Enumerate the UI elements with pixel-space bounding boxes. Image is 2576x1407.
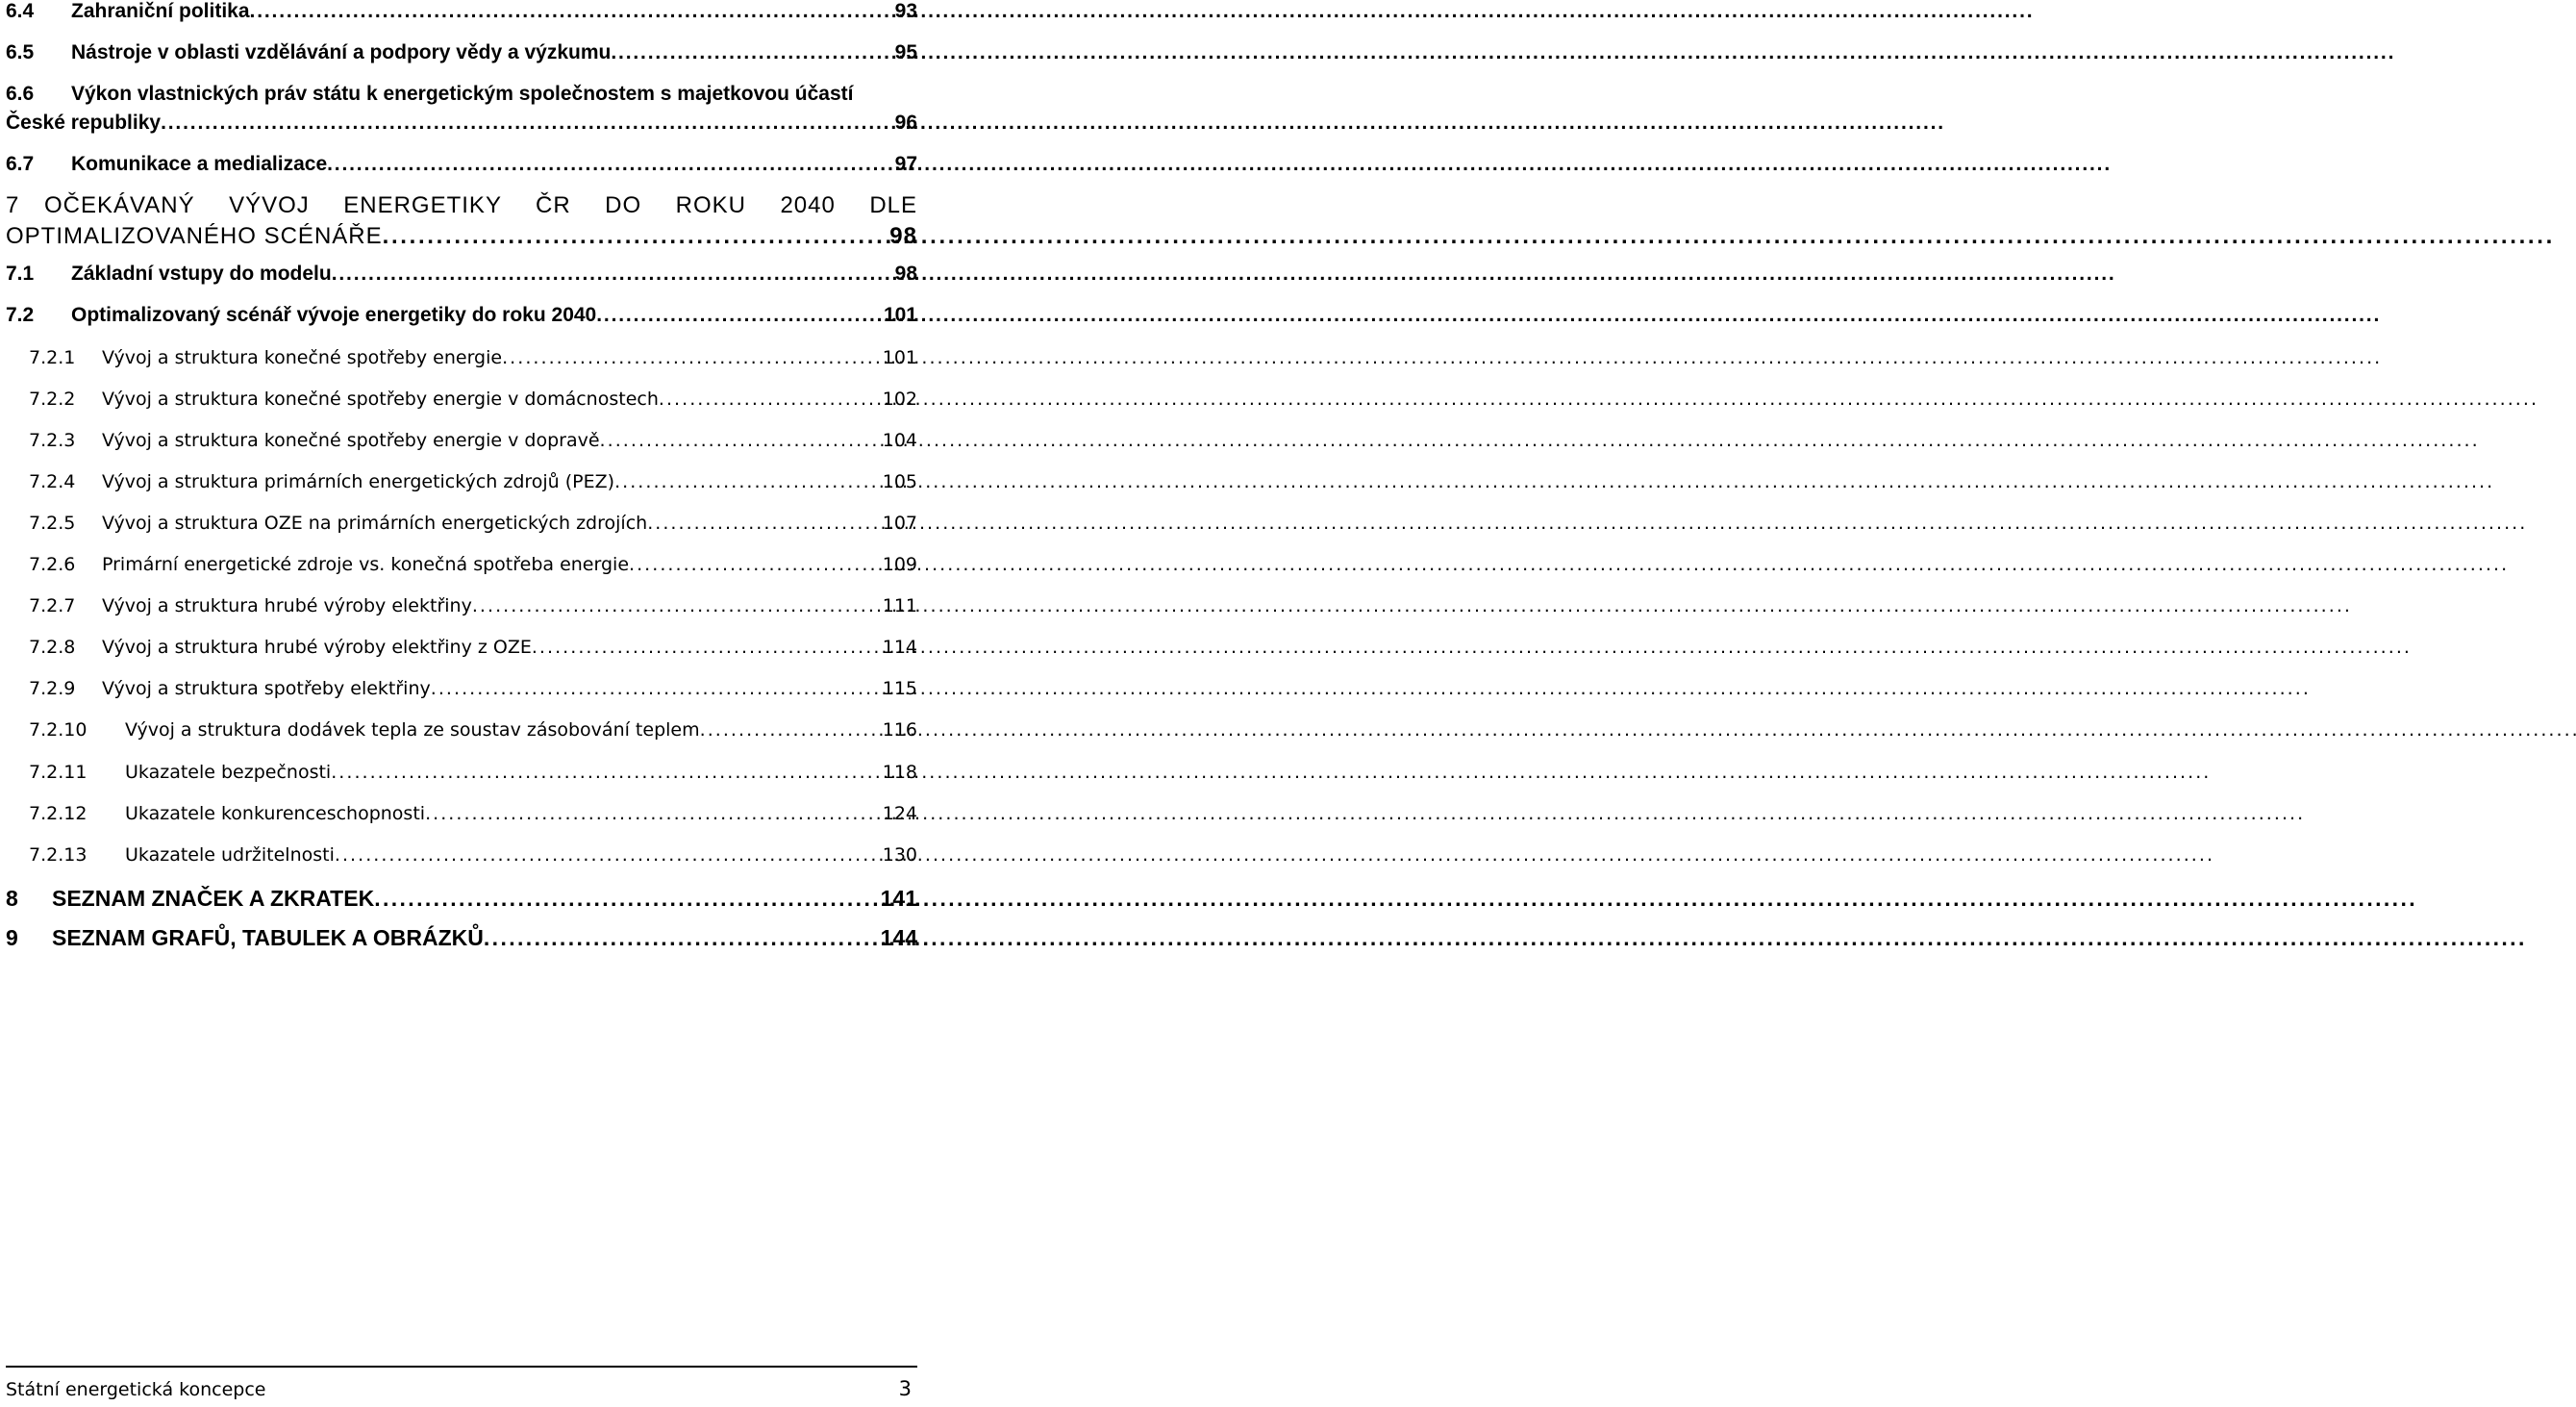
toc-entry-7-2-4[interactable] (29, 471, 917, 492)
toc-entry-6-6[interactable] (6, 83, 917, 106)
toc-page-number: 109 (882, 554, 917, 575)
toc-number: 6.6 (6, 83, 35, 105)
toc-entry-7-2[interactable] (6, 304, 917, 327)
toc-number: 7.2.11 (29, 762, 88, 783)
toc-entry-7-2-2[interactable] (29, 389, 917, 410)
toc-title: Komunikace a medializace (71, 153, 328, 175)
toc-page-number: 98 (889, 223, 917, 249)
toc-number: 7.2.9 (29, 678, 76, 699)
toc-title-line2: OPTIMALIZOVANÉHO SCÉNÁŘE (6, 223, 383, 249)
toc-page-number: 144 (880, 925, 917, 950)
toc-title: SEZNAM GRAFŮ, TABULEK A OBRÁZKŮ (52, 925, 484, 950)
toc-leader (332, 263, 895, 286)
toc-page-number: 104 (882, 430, 917, 451)
toc-number: 7.2.8 (29, 637, 76, 658)
toc-entry-7-2-7[interactable] (29, 595, 917, 616)
toc-entry-7-2-1[interactable] (29, 347, 917, 368)
toc-leader (502, 347, 883, 368)
toc-leader (250, 0, 895, 23)
toc-title: Ukazatele konkurenceschopnosti (125, 803, 426, 824)
toc-page-number: 115 (882, 678, 917, 699)
toc-number: 8 (6, 886, 18, 911)
toc-entry-7-2-11[interactable] (29, 762, 917, 783)
toc-title: Vývoj a struktura primárních energetických zdrojů (PEZ) (102, 471, 615, 492)
toc-page-number: 111 (882, 595, 917, 616)
footer-document-title: Státní energetická koncepce (6, 1379, 266, 1400)
toc-number: 7.2.1 (29, 347, 76, 368)
toc-number: 7.2.7 (29, 595, 76, 616)
toc-title: Vývoj a struktura hrubé výroby elektřiny (102, 595, 472, 616)
toc-page (0, 0, 923, 1407)
toc-leader (600, 430, 883, 451)
toc-number: 7.2.6 (29, 554, 76, 575)
toc-entry-7-2-9[interactable] (29, 678, 917, 699)
toc-page-number: 141 (880, 886, 917, 911)
toc-leader (383, 223, 890, 250)
toc-chapter-7[interactable] (6, 192, 917, 250)
toc-leader (647, 513, 883, 534)
toc-page-number: 96 (894, 112, 917, 134)
footer-divider (6, 1366, 917, 1368)
toc-number: 7.2.3 (29, 430, 76, 451)
toc-entry-6-4[interactable] (6, 0, 917, 23)
toc-entry-7-2-6[interactable] (29, 554, 917, 575)
toc-title-line1: Výkon vlastnických práv státu k energetickým společnostem s majetkovou účastí (71, 83, 854, 105)
toc-chapter-8[interactable] (6, 886, 917, 912)
toc-leader (611, 41, 894, 64)
toc-entry-6-6-cont[interactable] (6, 112, 917, 135)
toc-chapter-line2 (6, 223, 917, 250)
toc-page-number: 101 (883, 304, 917, 326)
toc-title: Základní vstupy do modelu (71, 263, 332, 285)
toc-title: Vývoj a struktura konečné spotřeby energie v domácnostech (102, 389, 659, 410)
toc-entry-7-2-3[interactable] (29, 430, 917, 451)
toc-leader (596, 304, 884, 327)
toc-page-number: 107 (882, 513, 917, 534)
toc-title: Vývoj a struktura spotřeby elektřiny (102, 678, 431, 699)
toc-entry-6-5[interactable] (6, 41, 917, 64)
toc-title: Vývoj a struktura konečné spotřeby energie v dopravě (102, 430, 600, 451)
toc-number: 9 (6, 925, 18, 950)
footer-page-number: 3 (898, 1377, 912, 1400)
toc-leader (472, 595, 883, 616)
toc-page-number: 105 (882, 471, 917, 492)
toc-page-number: 102 (882, 389, 917, 410)
toc-number: 7.2.12 (29, 803, 88, 824)
toc-number: 7 (6, 192, 20, 218)
toc-title: Vývoj a struktura OZE na primárních energetických zdrojích (102, 513, 648, 534)
toc-page-number: 98 (894, 263, 917, 285)
toc-title: Optimalizovaný scénář vývoje energetiky do roku 2040 (71, 304, 597, 326)
toc-page-number: 118 (882, 762, 917, 783)
toc-page-number: 93 (894, 0, 917, 22)
toc-page-number: 130 (882, 844, 917, 866)
toc-leader (629, 554, 883, 575)
toc-page-number: 116 (882, 719, 917, 741)
toc-entry-7-2-13[interactable] (29, 844, 917, 866)
toc-leader (374, 886, 880, 912)
toc-entry-7-2-5[interactable] (29, 513, 917, 534)
toc-entry-7-2-10[interactable] (29, 719, 917, 741)
toc-number: 7.2 (6, 304, 35, 326)
toc-number: 7.2.5 (29, 513, 76, 534)
toc-number: 7.2.2 (29, 389, 76, 410)
toc-leader (614, 471, 883, 492)
toc-entry-7-2-8[interactable] (29, 637, 917, 658)
toc-title: Primární energetické zdroje vs. konečná spotřeba energie (102, 554, 630, 575)
toc-title: Vývoj a struktura hrubé výroby elektřiny z OZE (102, 637, 532, 658)
toc-leader (484, 925, 881, 951)
toc-page-number: 95 (894, 41, 917, 63)
toc-chapter-9[interactable] (6, 925, 917, 951)
toc-title: Vývoj a struktura dodávek tepla ze soustav zásobování teplem (125, 719, 700, 741)
toc-leader (331, 762, 883, 783)
toc-title: Vývoj a struktura konečné spotřeby energie (102, 347, 503, 368)
toc-number: 6.4 (6, 0, 35, 22)
toc-leader (335, 844, 883, 866)
toc-number: 7.1 (6, 263, 35, 285)
toc-leader (659, 389, 883, 410)
toc-entry-7-1[interactable] (6, 263, 917, 286)
toc-number: 6.7 (6, 153, 35, 175)
toc-entry-6-7[interactable] (6, 153, 917, 176)
toc-entry-7-2-12[interactable] (29, 803, 917, 824)
toc-page-number: 124 (882, 803, 917, 824)
toc-number: 7.2.13 (29, 844, 88, 866)
toc-title: Ukazatele bezpečnosti (125, 762, 332, 783)
toc-leader (327, 153, 895, 176)
toc-chapter-line1 (6, 192, 917, 219)
toc-leader (700, 719, 883, 741)
toc-page-number: 101 (882, 347, 917, 368)
toc-title: Zahraniční politika (71, 0, 250, 22)
toc-leader (425, 803, 883, 824)
toc-leader (431, 678, 883, 699)
toc-title: Ukazatele udržitelnosti (125, 844, 335, 866)
toc-title-line1: OČEKÁVANÝ VÝVOJ ENERGETIKY ČR DO ROKU 2040 DLE (44, 192, 917, 218)
toc-title: Nástroje v oblasti vzdělávání a podpory vědy a výzkumu (71, 41, 612, 63)
toc-number: 7.2.4 (29, 471, 76, 492)
toc-number: 6.5 (6, 41, 35, 63)
toc-number: 7.2.10 (29, 719, 88, 741)
toc-title-line2: České republiky (6, 112, 162, 134)
toc-page-number: 97 (894, 153, 917, 175)
toc-title: SEZNAM ZNAČEK A ZKRATEK (52, 886, 375, 911)
toc-leader (161, 112, 895, 135)
toc-leader (532, 637, 883, 658)
toc-page-number: 114 (882, 637, 917, 658)
